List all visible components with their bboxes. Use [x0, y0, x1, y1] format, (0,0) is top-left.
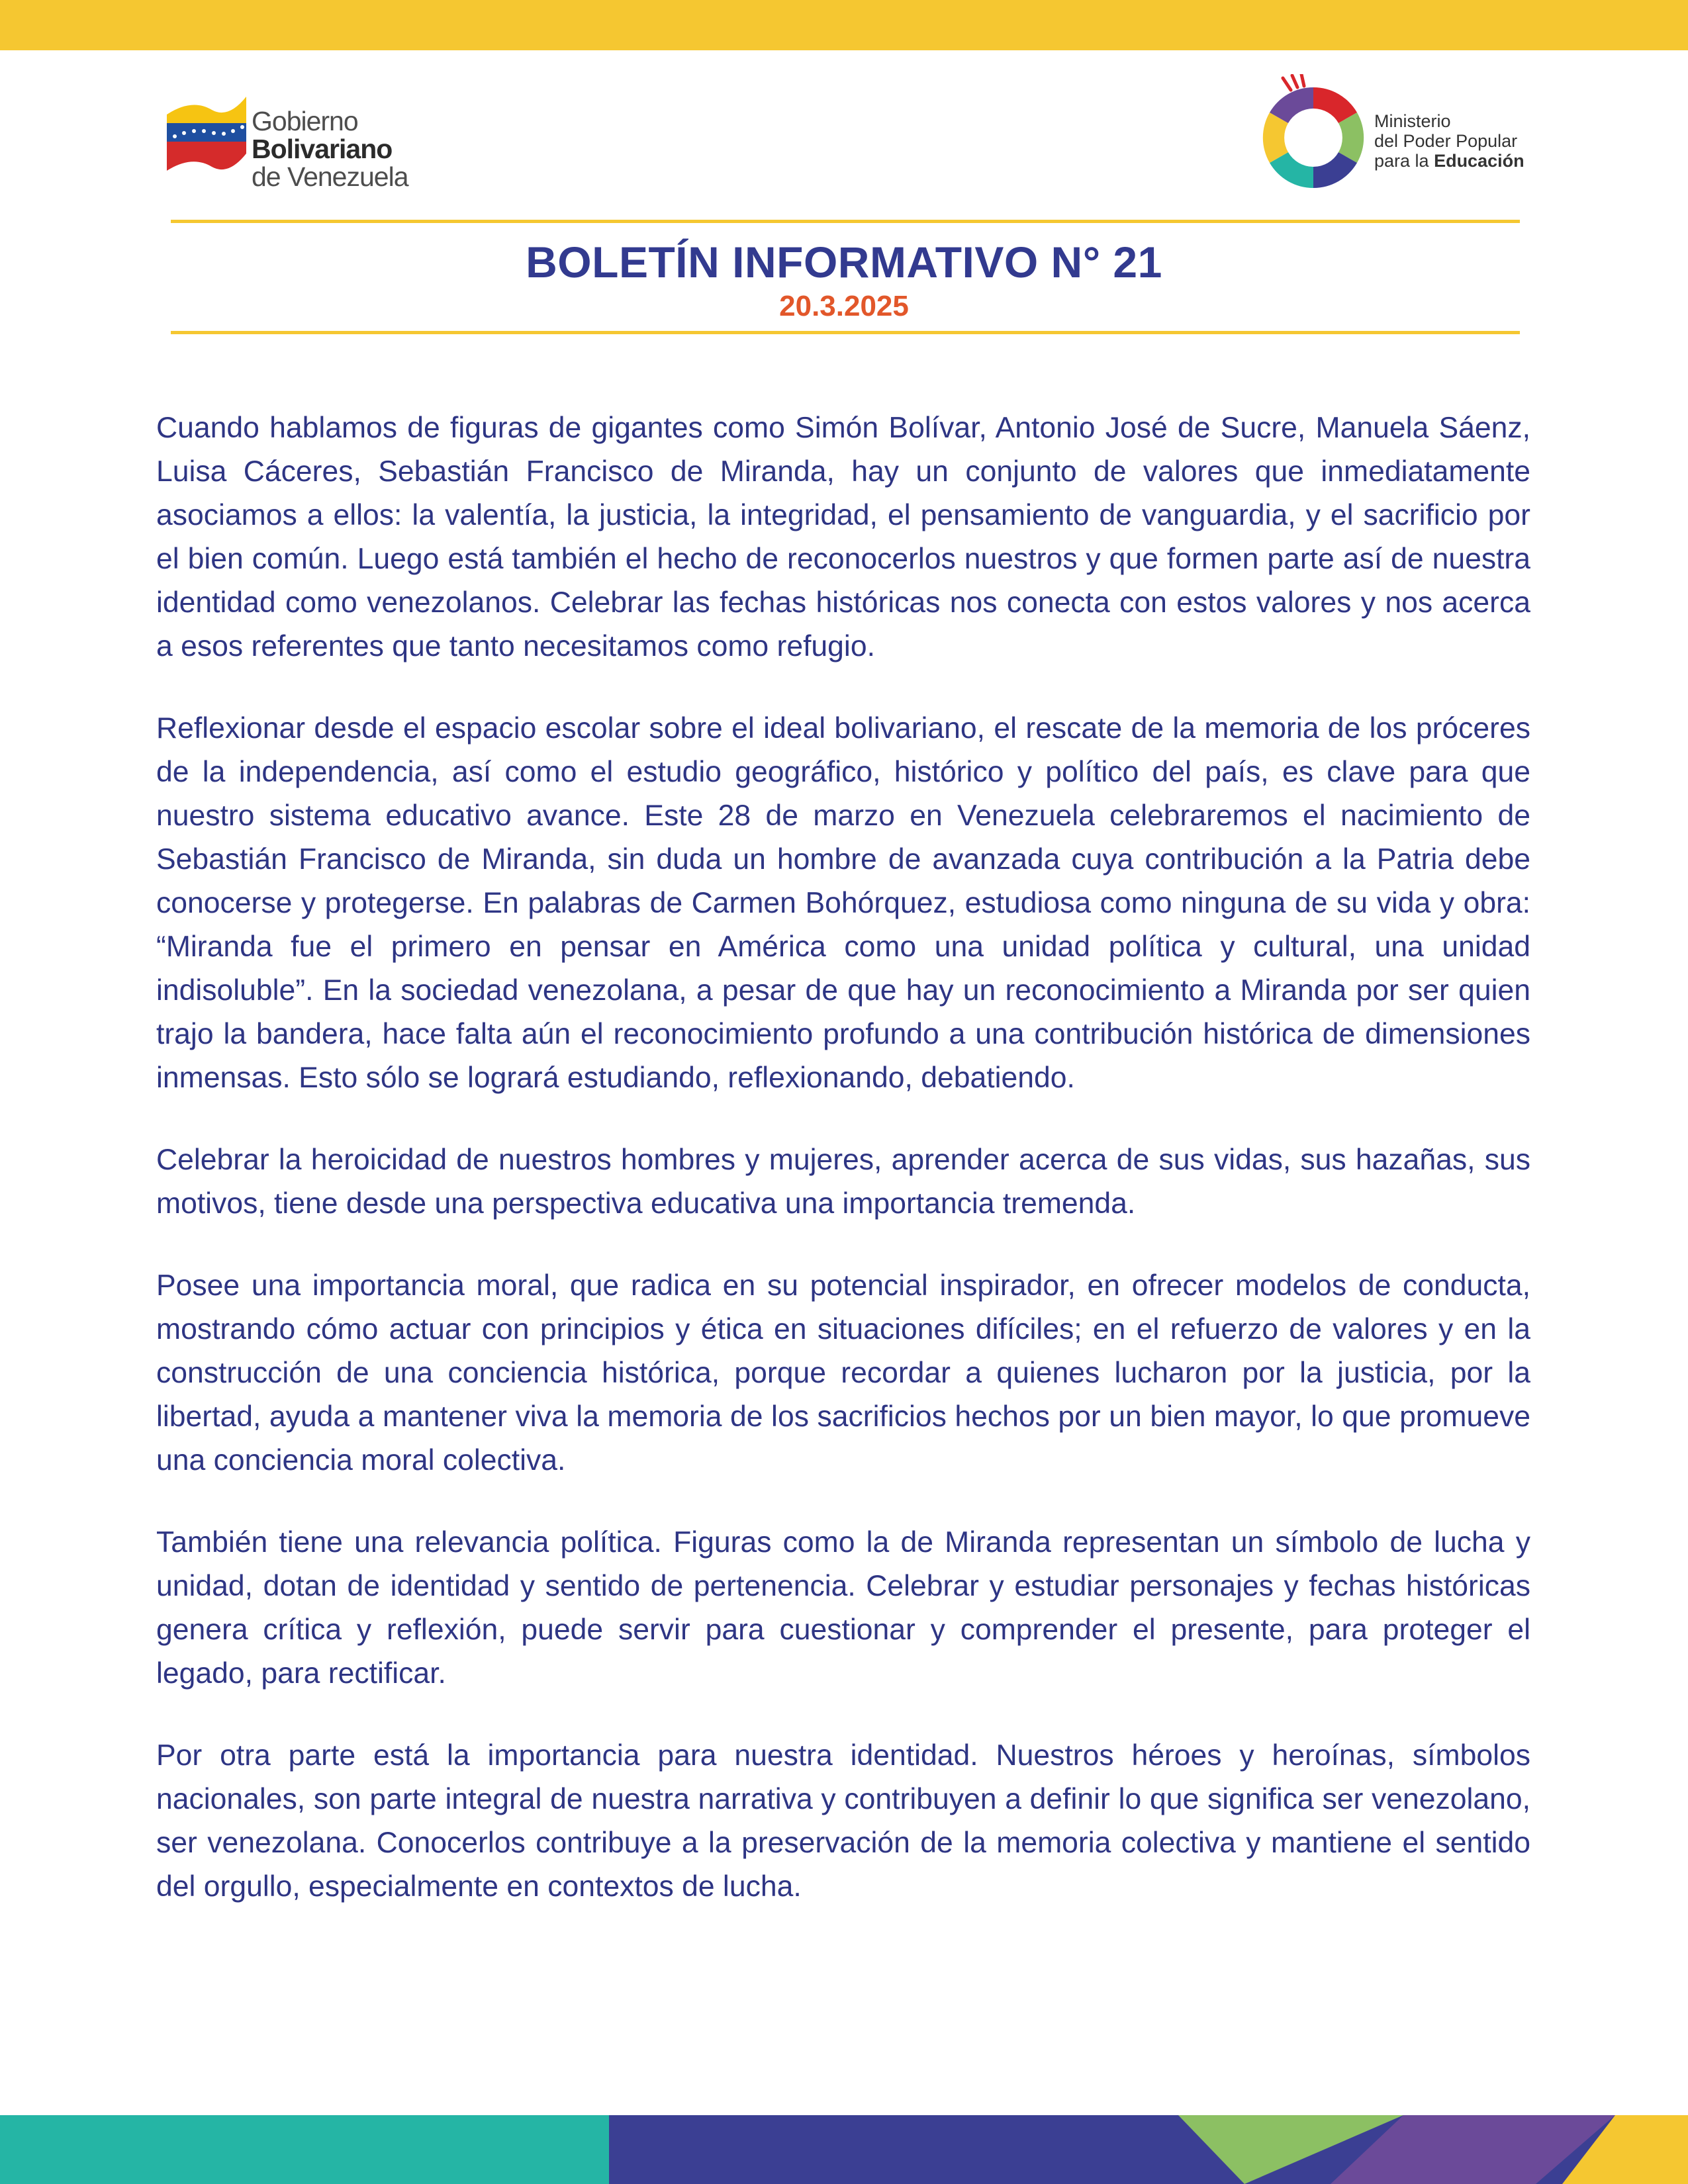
- gov-logo-line2: Bolivariano: [252, 134, 393, 164]
- ministry-logo-line1: Ministerio: [1374, 111, 1451, 131]
- gobierno-bolivariano-logo: [165, 81, 417, 192]
- top-color-band: [0, 0, 1688, 50]
- paragraph-5: También tiene una relevancia política. Figuras como la de Miranda representan un símbolo de lucha y unidad, dotan de identidad y sentido de pertenencia. Celebrar y estudiar personajes y fechas históricas genera crítica y reflexión, puede servir para cuestionar y comprender el presente, para proteger el legado, para rectificar.: [156, 1526, 1530, 1690]
- title-bottom-rule: [171, 331, 1520, 334]
- ministry-logo-line2: del Poder Popular: [1374, 131, 1518, 151]
- paragraph-6: Por otra parte está la importancia para nuestra identidad. Nuestros héroes y heroínas, símbolos nacionales, son parte integral de nuestra narrativa y contribuyen a definir lo que significa ser venezolano, ser venezolana. Conocerlos contribuye a la preservación de la memoria colectiva y mantiene el sentido del orgullo, especialmente en contextos de lucha.: [156, 1739, 1530, 1903]
- venezuela-flag-icon: [165, 85, 248, 184]
- ministerio-educacion-logo: [1258, 74, 1536, 193]
- paragraph-3: Celebrar la heroicidad de nuestros hombres y mujeres, aprender acerca de sus vidas, sus hazañas, sus motivos, tiene desde una perspectiva educativa una importancia tremenda.: [156, 1144, 1530, 1220]
- ministry-emblem-icon: [1258, 74, 1370, 193]
- title-top-rule: [171, 220, 1520, 223]
- paragraph-1: Cuando hablamos de figuras de gigantes como Simón Bolívar, Antonio José de Sucre, Manuela Sáenz, Luisa Cáceres, Sebastián Francisco de Miranda, hay un conjunto de valores que inmediatamente asociamos a ellos: la valentía, la justicia, la integridad, el pensamiento de vanguardia, y el sacrificio por el bien común. Luego está también el hecho de reconocerlos nuestros y que formen parte así de nuestra identidad como venezolanos. Celebrar las fechas históricas nos conecta con estos valores y nos acerca a esos referentes que tanto necesitamos como refugio.: [156, 412, 1530, 662]
- ministry-logo-line3-bold: Educación: [1434, 151, 1524, 171]
- paragraph-2: Reflexionar desde el espacio escolar sobre el ideal bolivariano, el rescate de la memoria de los próceres de la independencia, así como el estudio geográfico, histórico y político del país, es clave para que nuestro sistema educativo avance. Este 28 de marzo en Venezuela celebraremos el nacimiento de Sebastián Francisco de Miranda, sin duda un hombre de avanzada cuya contribución a la Patria debe conocerse y protegerse. En palabras de Carmen Bohórquez, estudiosa como ninguna de su vida y obra: “Miranda fue el primero en pensar en América como una unidad política y cultural, una unidad indisoluble”. En la sociedad venezolana, a pesar de que hay un reconocimiento a Miranda por ser quien trajo la bandera, hace falta aún el reconocimiento profundo a una contribución histórica de dimensiones inmensas. Esto sólo se logrará estudiando, reflexionando, debatiendo.: [156, 712, 1530, 1094]
- gov-logo-line1: Gobierno: [252, 106, 358, 136]
- bulletin-body: [156, 406, 1530, 1947]
- gov-logo-line3: de Venezuela: [252, 161, 408, 192]
- ministry-logo-line3: [1374, 151, 1524, 171]
- bulletin-date: 20.3.2025: [779, 290, 909, 322]
- bulletin-title: BOLETÍN INFORMATIVO N° 21: [526, 238, 1162, 287]
- bottom-color-band: [0, 2115, 1688, 2184]
- paragraph-4: Posee una importancia moral, que radica en su potencial inspirador, en ofrecer modelos de conducta, mostrando cómo actuar con principios y ética en situaciones difíciles; en el refuerzo de valores y en la construcción de una conciencia histórica, porque recordar a quienes lucharon por la justicia, por la libertad, ayuda a mantener viva la memoria de los sacrificios hechos por un bien mayor, lo que promueve una conciencia moral colectiva.: [156, 1269, 1530, 1477]
- ministry-logo-line3-prefix: para la: [1374, 151, 1434, 171]
